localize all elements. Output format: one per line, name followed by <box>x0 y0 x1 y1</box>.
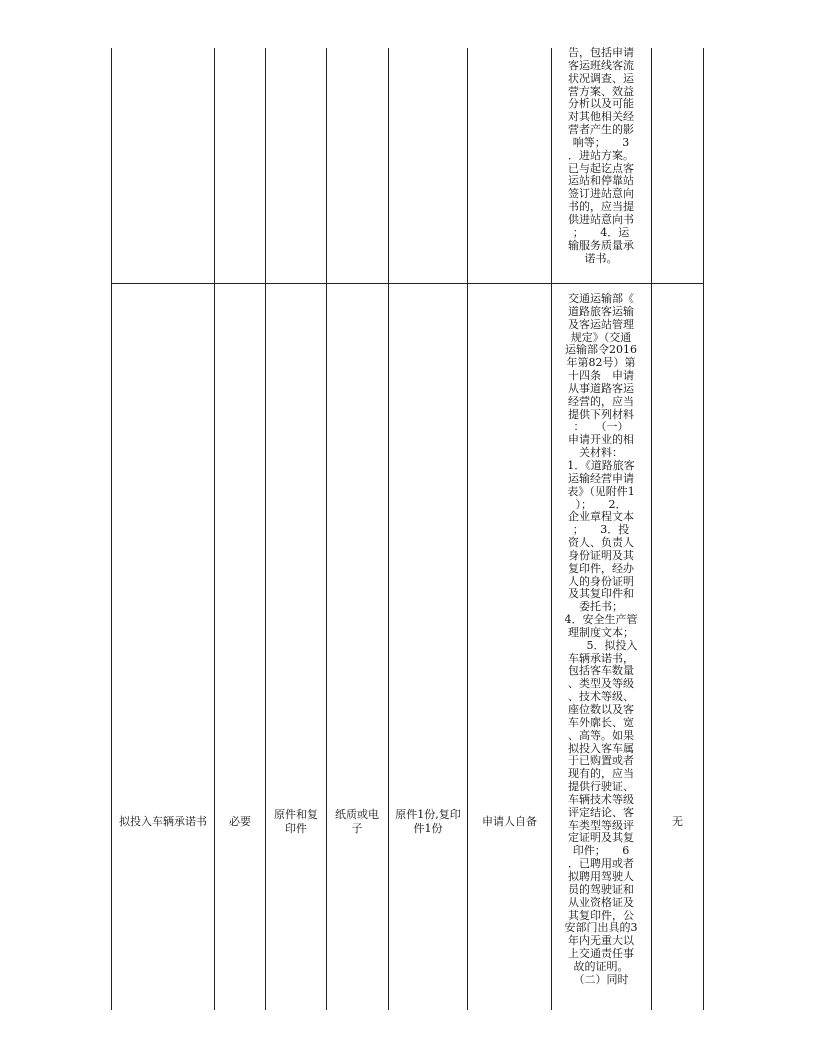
form-cell <box>272 800 320 844</box>
table-divider <box>467 48 468 1010</box>
carrier-cell <box>334 800 380 844</box>
table-border-right <box>703 48 704 1010</box>
row-separator <box>111 283 704 284</box>
material-quantity: 原件1份,复印件1份 <box>395 808 461 835</box>
material-name: 拟投入车辆承诺书 <box>119 815 207 828</box>
table-divider <box>388 48 389 1010</box>
table-divider <box>265 48 266 1010</box>
material-carrier: 纸质或电子 <box>335 808 379 835</box>
legal-basis-continued: 告，包括申请 客运班线客流 状况调查、运 营方案、效益 分析以及可能 对其他相关经 营者产生的影 响等； 3 ．进站方案。 已与起讫点客 运站和停靠站 签订进站意向 书的，应当提 供进站意向书 ； 4．运 输服务质量承 诺书。 <box>568 47 634 265</box>
table-divider <box>551 48 552 1010</box>
table-divider <box>214 48 215 1010</box>
table-border-left <box>111 48 112 1010</box>
quantity-cell <box>393 800 463 844</box>
material-source: 申请人自备 <box>482 815 537 828</box>
required-flag: 必要 <box>229 815 251 828</box>
required-cell <box>215 800 265 844</box>
note-cell <box>652 800 703 844</box>
material-form: 原件和复印件 <box>274 808 318 835</box>
source-cell <box>468 800 551 844</box>
material-note: 无 <box>672 815 683 828</box>
table-divider <box>651 48 652 1010</box>
material-name-cell <box>118 800 208 844</box>
table-divider <box>326 48 327 1010</box>
legal-basis: 交通运输部《 道路旅客运输 及客运站管理 规定》（交通 运输部令2016 年第82号）第 十四条 申请 从事道路客运 经营的，应当 提供下列材料 ： （一） 申请开业的相 关材料： 1．《道路旅客 运输经营申请 表》（见附件1 ）； 2． 企业章程文本 ； 3．投 资人、负责人 身份证明及其 复印件，经办 人的身份证明 及其复印件和 委托书； 4．安全生产管 理制度文本； 5．拟投入 车辆承诺书， 包括客车数量 、类型及等级 、技术等级、 座位数以及客 车外廓长、宽 、高等。如果 拟投入客车属 于已购置或者 现有的，应当 提供行驶证、 车辆技术等级 评定结论、客 车类型等级评 定证明及其复 印件； 6 ．已聘用或者 拟聘用驾驶人 员的驾驶证和 从业资格证及 其复印件，公 安部门出具的3 年内无重大以 上交通责任事 故的证明。 （二）同时 <box>564 293 638 986</box>
